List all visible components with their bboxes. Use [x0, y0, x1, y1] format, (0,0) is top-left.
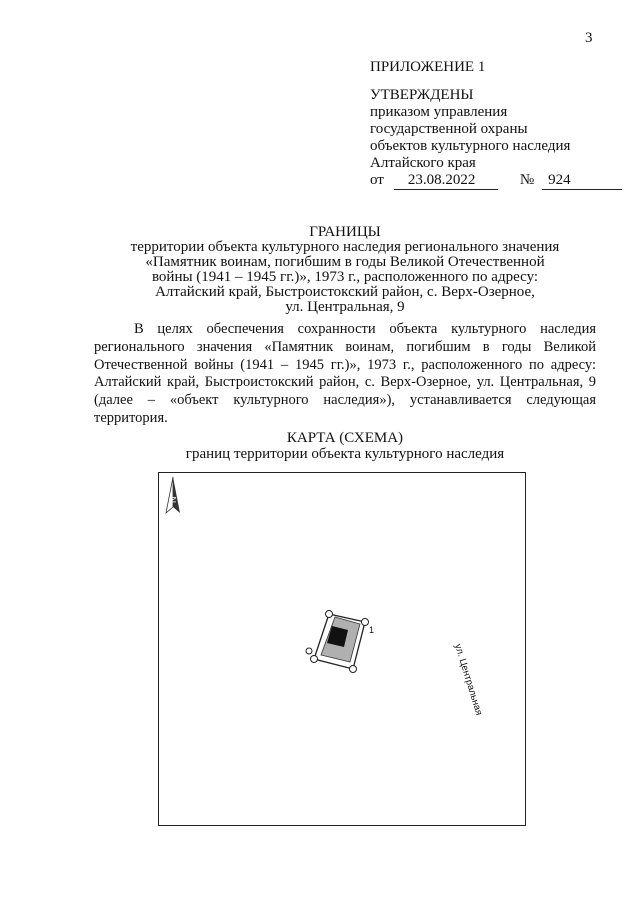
order-date-row [370, 172, 622, 190]
annex-line: объектов культурного наследия [370, 138, 571, 154]
heading-line: территории объекта культурного наследия регионального значения [130, 239, 560, 255]
heading-line: Алтайский край, Быстроистокский район, с. Верх-Озерное, [155, 284, 535, 300]
map-subtitle: границ территории объекта культурного наследия [185, 446, 505, 462]
heading-title: ГРАНИЦЫ [309, 224, 381, 240]
order-date: 23.08.2022 [394, 172, 498, 190]
map-scheme [158, 472, 526, 826]
date-prefix: от [370, 172, 384, 188]
order-number: 924 [542, 172, 622, 190]
north-label: N [168, 496, 178, 503]
heading-line: войны (1941 – 1945 гг.)», 1973 г., расположенного по адресу: [151, 269, 539, 285]
body-paragraph: В целях обеспечения сохранности объекта культурного наследия регионального значения «Памятник воинам, погибшим в годы Великой Отечественной войны (1941 – 1945 гг.)», 1973 г., расположенного по адресу: Алтайский край, Быстроистокский район, с. Верх-Озерное, ул. Центральная, 9 (далее – «объект культурного наследия»), устанавливается следующая территория. [94, 321, 596, 426]
map-heading [100, 430, 590, 462]
annex-title: ПРИЛОЖЕНИЕ 1 [370, 59, 486, 75]
heading-line: «Памятник воинам, погибшим в годы Великой Отечественной [145, 254, 545, 270]
heading-line: ул. Центральная, 9 [285, 299, 405, 315]
approved-label: УТВЕРЖДЕНЫ [370, 87, 474, 103]
page-number: 3 [585, 30, 593, 46]
street-label: ул. Центральная [452, 642, 485, 717]
annex-line: государственной охраны [370, 121, 528, 137]
annex-line: Алтайского края [370, 155, 476, 171]
point-label: 1 [369, 625, 375, 635]
aerial-map [159, 473, 525, 825]
heading-block [100, 225, 590, 315]
map-title: КАРТА (СХЕМА) [286, 430, 404, 446]
annex-line: приказом управления [370, 104, 508, 120]
annex-block [370, 59, 622, 190]
number-prefix: № [519, 172, 535, 188]
